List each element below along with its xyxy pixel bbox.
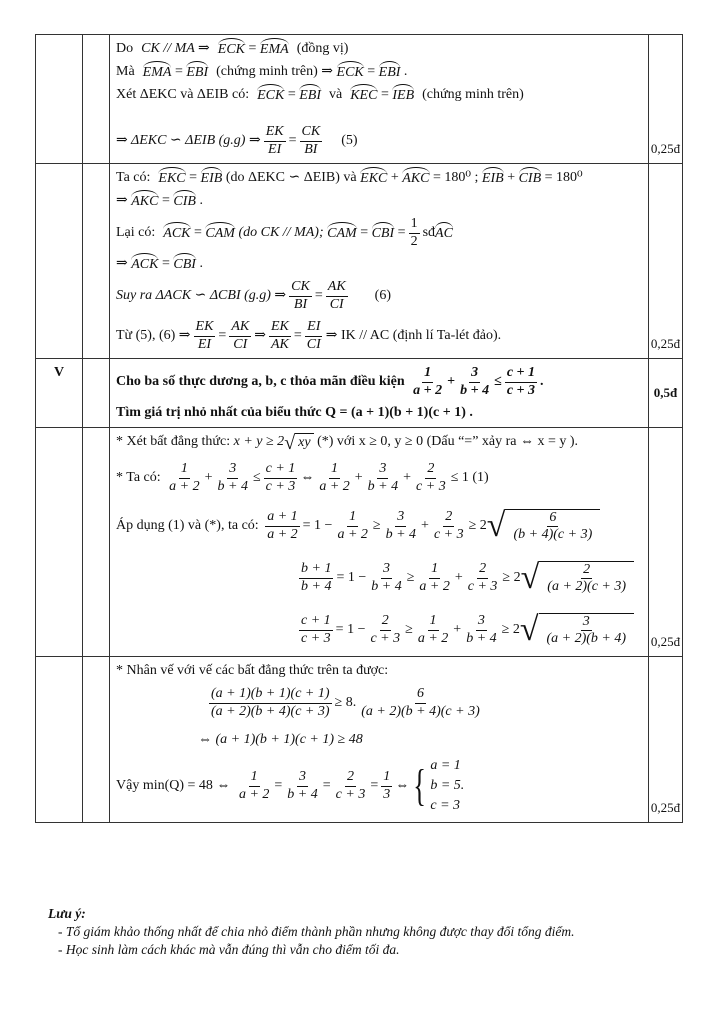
text: ≤ 1 (1) — [450, 469, 489, 485]
fraction: $\frac{2}{c + 3}$ — [433, 509, 464, 542]
problem-statement-cell: Cho ba số thực dương a, b, c thỏa mãn điều kiện $\frac{1}{a + 2}$ + $\frac{3}{b + 4}$ ≤ $\frac{c + 1}{c + 3}$ . Tìm giá trị nhỏ nhất của biểu thức Q = (a + 1)(b + 1)(c + 1) . — [110, 359, 649, 428]
fraction: $\frac{3}{b + 4}$ — [385, 509, 417, 542]
text: CK // MA ⇒ — [141, 41, 210, 57]
angle: ECK — [218, 39, 245, 60]
text: = — [248, 41, 257, 57]
text: Mà — [116, 64, 135, 80]
angle: CIB — [519, 168, 542, 189]
fraction: $\frac{1}{a + 2}$ — [169, 461, 200, 494]
angle: EIB — [482, 168, 504, 189]
text: ⇒ ΔEKC ∽ ΔEIB (g.g) ⇒ — [116, 132, 261, 148]
angle: ECK — [257, 85, 284, 106]
text: ⇔ (a + 1)(b + 1)(c + 1) ≥ 48 — [198, 732, 363, 748]
note-item: - Tổ giám khảo thống nhất để chia nhỏ điểm thành phần nhưng không được thay đổi tổng điểm. — [58, 924, 575, 940]
sub-number-cell — [83, 359, 110, 428]
fraction: $\frac{c + 1}{c + 3}$ — [265, 461, 296, 494]
angle: AKC — [402, 168, 429, 189]
angle: KEC — [350, 85, 377, 106]
angle: EBI — [379, 62, 401, 83]
text: * Ta có: — [116, 469, 161, 485]
fraction: $\frac{AK}{CI}$ — [327, 279, 346, 312]
problem-number-cell — [36, 359, 83, 428]
text: và — [329, 87, 343, 103]
fraction: $\frac{CK}{BI}$ — [301, 124, 321, 157]
score-cell: 0,25đ — [649, 428, 683, 657]
row-problem-v — [36, 359, 683, 428]
text: = 1 − — [302, 517, 333, 533]
fraction: $\frac{2}{c + 3}$ — [416, 461, 446, 494]
fraction: $\frac{EK}{EI}$ — [195, 319, 214, 352]
text: Suy ra ΔACK ∽ ΔCBI (g.g) ⇒ — [116, 287, 287, 303]
problem-number-cell — [36, 428, 83, 657]
angle: CAM — [205, 223, 235, 244]
fraction: $\frac{EK}{AK}$ — [270, 319, 289, 352]
sub-number-cell — [83, 657, 110, 823]
angle: EMA — [260, 39, 289, 60]
angle: EKC — [360, 168, 387, 189]
score-cell — [649, 657, 683, 823]
text: = 180⁰ ; — [433, 170, 479, 186]
solution-cell: * Xét bất đẳng thức: x + y ≥ 2 √ xy (*) với x ≥ 0, y ≥ 0 (Dấu “=” xảy ra ⇔ x = y ). * Ta có: $\frac{1}{a + 2}$ + $\frac{3}{b + 4}$ ≤ $\frac{c + 1}{c + 3}$ ⇔ $\frac{1}{a + 2}$ + $\frac{3}{b + 4}$ + $\frac{2}{c + 3}$ ≤ 1 (1) Áp dụng (1) và (*), ta có: $\frac{a + 1}{a + 2}$ = 1 − $\frac{1}{a + 2}$ ≥ $\frac{3}{b + 4}$ + $\frac{2}{c + 3}$ ≥ 2 √ $\frac{6}{(b + 4)(c + 3)}$ $\frac{b + 1}{b + 4}$ = 1 − $\frac{3}{b + 4}$ ≥ $\frac{1}{a + 2}$ + $\frac{2}{c + 3}$ ≥ 2 √ $\frac{2}{(a + 2)(c + 3)}$ $\frac{c + 1}{c + 3}$ = 1 − $\frac{2}{c + 3}$ ≥ $\frac{1}{a + 2}$ + $\frac{3}{b + 4}$ ≥ 2 √ $\frac{3}{(a + 2)(b + 4)}$ — [110, 428, 649, 657]
solution-cell: Ta có: EKC = EIB (do ΔEKC ∽ ΔEIB) và EKC + AKC = 180⁰ ; EIB + CIB = 180⁰ ⇒ AKC = CIB . Lại có: ACK = CAM (do CK // MA); CAM = CBI = $\frac{1}{2}$ sđ AC ⇒ ACK = CBI . Suy ra ΔACK ∽ ΔCBI (g.g) ⇒ $\frac{CK}{BI}$ = $\frac{AK}{CI}$ (6) Từ (5), (6) ⇒ $\frac{EK}{EI}$ = $\frac{AK}{CI}$ ⇒ $\frac{EK}{AK}$ = $\frac{EI}{CI}$ ⇒ IK // AC (định lí Ta-lét đảo). — [110, 164, 649, 359]
angle: IEB — [392, 85, 414, 106]
fraction: $\frac{EI}{CI}$ — [306, 319, 321, 352]
angle: EMA — [143, 62, 172, 83]
fraction: $\frac{b + 1}{b + 4}$ — [301, 561, 332, 594]
fraction: $\frac{2}{c + 3}$ — [335, 769, 366, 802]
fraction: $\frac{CK}{BI}$ — [291, 279, 310, 312]
problem-text: Cho ba số thực dương a, b, c thỏa mãn điều kiện — [116, 373, 405, 389]
fraction: $\frac{(a + 1)(b + 1)(c + 1)}{(a + 2)(b + 4)(c + 3)}$ — [211, 686, 330, 719]
text: ≥ 8. — [334, 694, 357, 710]
sub-number-cell — [83, 35, 110, 164]
angle: EBI — [186, 62, 208, 83]
arc: AC — [435, 223, 453, 244]
row-block-3 — [36, 428, 683, 657]
fraction: $\frac{3}{b + 4}$ — [460, 365, 490, 398]
text: (do ΔEKC ∽ ΔEIB) và — [225, 170, 357, 186]
text: Do — [116, 41, 134, 57]
fraction: $\frac{EK}{EI}$ — [265, 124, 284, 157]
text: (chứng minh trên) — [422, 87, 524, 103]
fraction: $\frac{6}{(a + 2)(b + 4)(c + 3)}$ — [361, 686, 480, 719]
solution-cell: Do CK // MA ⇒ ECK = EMA (đồng vị) Mà EMA = EBI (chứng minh trên) ⇒ ECK = EBI . Xét ΔEKC và ΔEIB có: ECK = EBI và KEC = IEB (chứng minh trên) ⇒ ΔEKC ∽ ΔEIB (g.g) ⇒ $\frac{EK}{EI}$ = $\frac{CK}{BI}$ (5) — [110, 35, 649, 164]
fraction: $\frac{1}{2}$ — [410, 216, 418, 249]
equation-tag: (6) — [374, 287, 391, 303]
angle: EKC — [158, 168, 185, 189]
fraction: $\frac{c + 1}{c + 3}$ — [301, 613, 331, 646]
angle: CIB — [173, 191, 196, 212]
fraction: $\frac{3}{b + 4}$ — [371, 561, 402, 594]
fraction: $\frac{1}{a + 2}$ — [238, 769, 270, 802]
score-cell: 0,25đ — [649, 164, 683, 359]
text: = 1 − — [335, 621, 366, 637]
score-cell: 0,25đ — [649, 35, 683, 164]
text: x + y ≥ 2 — [233, 434, 285, 450]
sub-number-cell — [83, 428, 110, 657]
angle: AKC — [131, 191, 158, 212]
problem-number-cell — [36, 35, 83, 164]
score-cell — [649, 359, 683, 428]
score: 0,25đ — [650, 800, 681, 815]
score: 0,5đ — [653, 385, 678, 400]
fraction: $\frac{1}{a + 2}$ — [337, 509, 368, 542]
square-root: √ $\frac{6}{(b + 4)(c + 3)}$ — [487, 509, 600, 543]
text: Xét ΔEKC và ΔEIB có: — [116, 87, 250, 103]
problem-number-cell — [36, 164, 83, 359]
text: = 180⁰ — [544, 170, 583, 186]
sub-number-cell — [83, 164, 110, 359]
row-block-1 — [36, 35, 683, 164]
angle: CBI — [173, 254, 196, 275]
text: (*) với x ≥ 0, y ≥ 0 (Dấu “=” xảy ra ⇔ x = y ). — [317, 434, 579, 450]
text: Vậy min(Q) = 48 ⇔ — [116, 777, 231, 793]
row-block-4 — [36, 657, 683, 823]
text: ⇒ IK // AC (định lí Ta-lét đảo). — [325, 327, 502, 343]
text: (chứng minh trên) ⇒ — [216, 64, 334, 80]
fraction: $\frac{3}{b + 4}$ — [367, 461, 399, 494]
angle: EIB — [201, 168, 223, 189]
fraction: $\frac{1}{a + 2}$ — [419, 561, 450, 594]
square-root: √ $\frac{3}{(a + 2)(b + 4)}$ — [520, 613, 634, 647]
fraction: $\frac{3}{b + 4}$ — [287, 769, 318, 802]
fraction: $\frac{1}{a + 2}$ — [417, 613, 449, 646]
problem-number: V — [53, 365, 65, 380]
text: Từ (5), (6) ⇒ — [116, 327, 191, 343]
fraction: $\frac{3}{b + 4}$ — [466, 613, 497, 646]
fraction: $\frac{AK}{CI}$ — [231, 319, 250, 352]
fraction: $\frac{1}{3}$ — [383, 769, 391, 802]
text: (đồng vị) — [296, 41, 349, 57]
row-block-2 — [36, 164, 683, 359]
angle: EBI — [299, 85, 321, 106]
fraction: $\frac{2}{c + 3}$ — [467, 561, 498, 594]
problem-text: Tìm giá trị nhỏ nhất của biểu thức Q = (a + 1)(b + 1)(c + 1) . — [116, 405, 473, 421]
equation-system: { a = 1 b = 5. c = 3 — [413, 757, 465, 814]
fraction: $\frac{2}{c + 3}$ — [370, 613, 401, 646]
fraction: $\frac{3}{b + 4}$ — [217, 461, 248, 494]
fraction: $\frac{1}{a + 2}$ — [413, 365, 443, 398]
angle: ACK — [163, 223, 190, 244]
text: (do CK // MA); — [238, 224, 324, 240]
text: * Xét bất đẳng thức: — [116, 434, 231, 450]
equation-tag: (5) — [341, 132, 358, 148]
notes-section — [48, 905, 575, 960]
angle: ACK — [131, 254, 158, 275]
angle: CBI — [372, 223, 395, 244]
text: Ta có: — [116, 170, 151, 186]
text: sđ — [422, 224, 436, 240]
angle: CAM — [327, 223, 357, 244]
notes-title: Lưu ý: — [48, 906, 86, 921]
note-item: - Học sinh làm cách khác mà vẫn đúng thì vẫn cho điểm tối đa. — [58, 942, 400, 958]
text: = 1 − — [336, 569, 367, 585]
fraction: $\frac{1}{a + 2}$ — [319, 461, 350, 494]
fraction: $\frac{c + 1}{c + 3}$ — [506, 365, 536, 398]
fraction: $\frac{a + 1}{a + 2}$ — [267, 509, 298, 542]
text: * Nhân vế với vế các bất đẳng thức trên ta được: — [116, 663, 389, 679]
solution-cell: * Nhân vế với vế các bất đẳng thức trên ta được: $\frac{(a + 1)(b + 1)(c + 1)}{(a + 2)(b + 4)(c + 3)}$ ≥ 8. $\frac{6}{(a + 2)(b + 4)(c + 3)}$ ⇔ (a + 1)(b + 1)(c + 1) ≥ 48 Vậy min(Q) = 48 ⇔ $\frac{1}{a + 2}$ = $\frac{3}{b + 4}$ = $\frac{2}{c + 3}$ = $\frac{1}{3}$ ⇔ { a = 1 b = 5. c = 3 — [110, 657, 649, 823]
square-root: √ xy — [284, 433, 313, 453]
problem-number-cell — [36, 657, 83, 823]
answer-table — [35, 34, 683, 823]
text: Lại có: — [116, 224, 156, 240]
square-root: √ $\frac{2}{(a + 2)(c + 3)}$ — [521, 561, 634, 595]
text: Áp dụng (1) và (*), ta có: — [116, 517, 259, 533]
angle: ECK — [337, 62, 364, 83]
